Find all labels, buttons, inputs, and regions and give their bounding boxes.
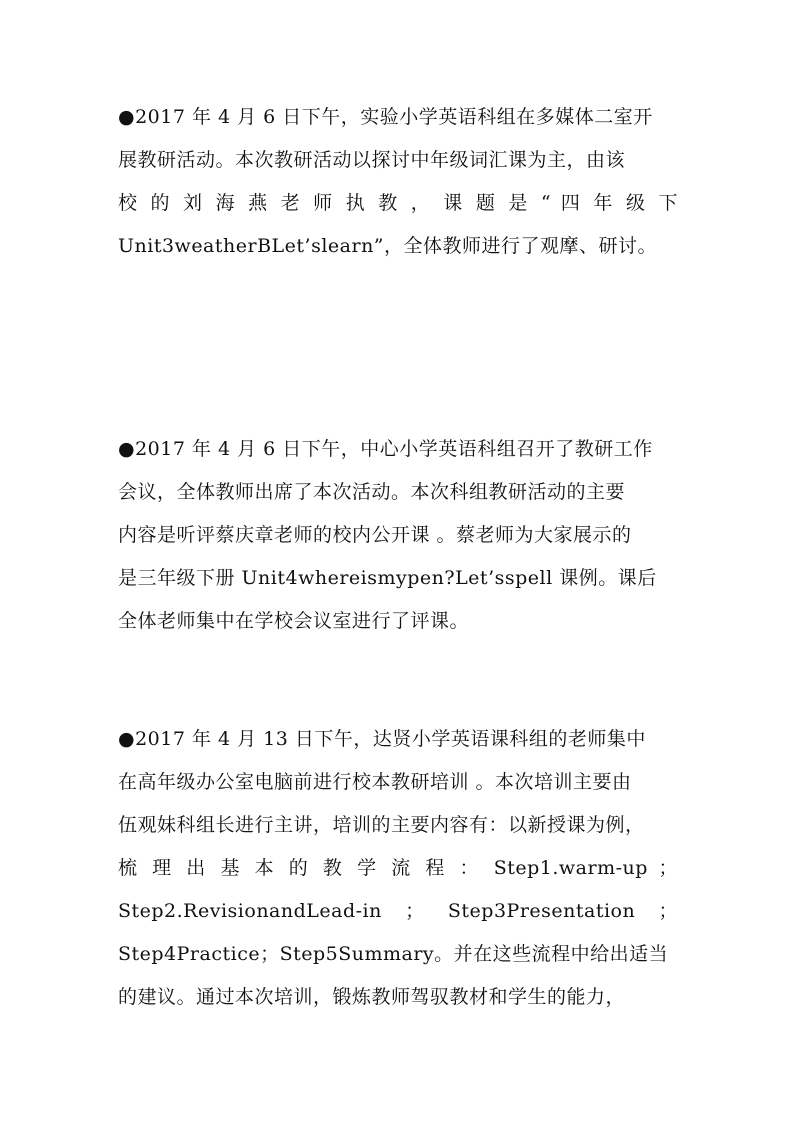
text-line: 梳 理 出 基 本 的 教 学 流 程 ： Step1.warm-up ；	[118, 857, 678, 879]
text-line: Step2.RevisionandLead-in ； Step3Presentation ；	[118, 900, 678, 922]
text-line: 全体老师集中在学校会议室进行了评课。	[118, 610, 470, 632]
text-line: ●2017 年 4 月 6 日下午，中心小学英语科组召开了教研工作	[118, 438, 653, 460]
text-line: 内容是听评蔡庆章老师的校内公开课 。蔡老师为大家展示的	[118, 524, 632, 546]
text-line: 的建议。通过本次培训，锻炼教师驾驭教材和学生的能力，	[118, 986, 626, 1008]
news-paragraph-3	[118, 718, 678, 1019]
text-line: 伍观妹科组长进行主讲，培训的主要内容有：以新授课为例，	[118, 814, 645, 836]
text-line: ●2017 年 4 月 13 日下午，达贤小学英语课科组的老师集中	[118, 728, 646, 750]
text-line: 展教研活动。本次教研活动以探讨中年级词汇课为主，由该	[118, 149, 626, 171]
text-line: Step4Practice；Step5Summary。并在这些流程中给出适当	[118, 943, 669, 965]
text-line: 校 的 刘 海 燕 老 师 执 教 ， 课 题 是 “ 四 年 级 下	[118, 192, 678, 214]
text-line: ●2017 年 4 月 6 日下午，实验小学英语科组在多媒体二室开	[118, 106, 653, 128]
text-line: 是三年级下册 Unit4whereismypen?Let’sspell 课例。课后	[118, 567, 657, 589]
text-line: 在高年级办公室电脑前进行校本教研培训 。本次培训主要由	[118, 771, 632, 793]
news-paragraph-2	[118, 428, 678, 643]
text-line: Unit3weatherBLet’slearn”，全体教师进行了观摩、研讨。	[118, 235, 658, 257]
text-line: 会议，全体教师出席了本次活动。本次科组教研活动的主要	[118, 481, 626, 503]
news-paragraph-1	[118, 96, 678, 268]
